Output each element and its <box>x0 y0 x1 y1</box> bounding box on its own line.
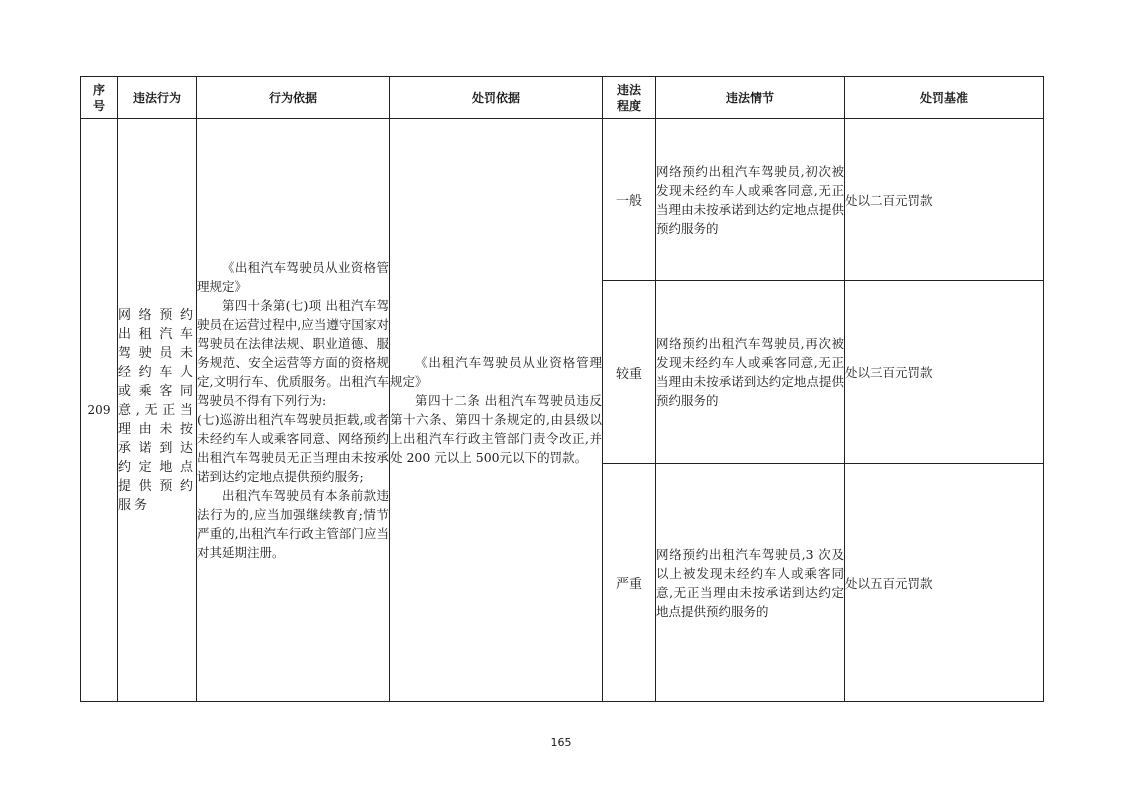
table-header-row <box>81 77 1044 119</box>
penalty-title: 《出租汽车驾驶员从业资格管理规定》 <box>390 355 602 389</box>
violation-act: 网络预约出租汽车驾驶员未经约车人或乘客同意,无正当理由未按承诺到达约定地点提供预约服务 <box>118 119 197 702</box>
degree-general: 一般 <box>603 119 656 281</box>
basis-clause: 第四十条第(七)项 出租汽车驾驶员在运营过程中,应当遵守国家对驾驶员在法律法规、职业道德、服务规范、安全运营等方面的资格规定,文明行车、优质服务。出租汽车驾驶员不得有下列行为: <box>197 298 389 408</box>
header-circumstance: 违法情节 <box>656 77 845 119</box>
standard-serious: 处以三百元罚款 <box>845 281 1044 464</box>
degree-serious: 较重 <box>603 281 656 464</box>
basis-item: (七)巡游出租汽车驾驶员拒载,或者未经约车人或乘客同意、网络预约出租汽车驾驶员无正当理由未按承诺到达约定地点提供预约服务; <box>197 412 389 484</box>
header-penalty-basis: 处罚依据 <box>390 77 603 119</box>
standard-severe: 处以五百元罚款 <box>845 464 1044 702</box>
header-standard: 处罚基准 <box>845 77 1044 119</box>
behavior-basis <box>197 119 390 702</box>
penalty-table <box>80 76 1044 702</box>
header-act: 违法行为 <box>118 77 197 119</box>
circumstance-general: 网络预约出租汽车驾驶员,初次被发现未经约车人或乘客同意,无正当理由未按承诺到达约定地点提供预约服务的 <box>656 119 845 281</box>
basis-title: 《出租汽车驾驶员从业资格管理规定》 <box>197 260 389 294</box>
penalty-basis <box>390 119 603 702</box>
table-row <box>81 119 1044 281</box>
penalty-clause: 第四十二条 出租汽车驾驶员违反第十六条、第四十条规定的,由县级以上出租汽车行政主管部门责令改正,并处 200 元以上 500元以下的罚款。 <box>390 393 602 465</box>
header-basis: 行为依据 <box>197 77 390 119</box>
header-seq: 序号 <box>81 77 118 119</box>
degree-severe: 严重 <box>603 464 656 702</box>
page-number: 165 <box>550 736 572 749</box>
standard-general: 处以二百元罚款 <box>845 119 1044 281</box>
circumstance-severe: 网络预约出租汽车驾驶员,3 次及以上被发现未经约车人或乘客同意,无正当理由未按承诺到达约定地点提供预约服务的 <box>656 464 845 702</box>
row-number: 209 <box>81 119 118 702</box>
header-degree: 违法程度 <box>603 77 656 119</box>
circumstance-serious: 网络预约出租汽车驾驶员,再次被发现未经约车人或乘客同意,无正当理由未按承诺到达约定地点提供预约服务的 <box>656 281 845 464</box>
basis-extra: 出租汽车驾驶员有本条前款违法行为的,应当加强继续教育;情节严重的,出租汽车行政主管部门应当对其延期注册。 <box>197 488 389 560</box>
